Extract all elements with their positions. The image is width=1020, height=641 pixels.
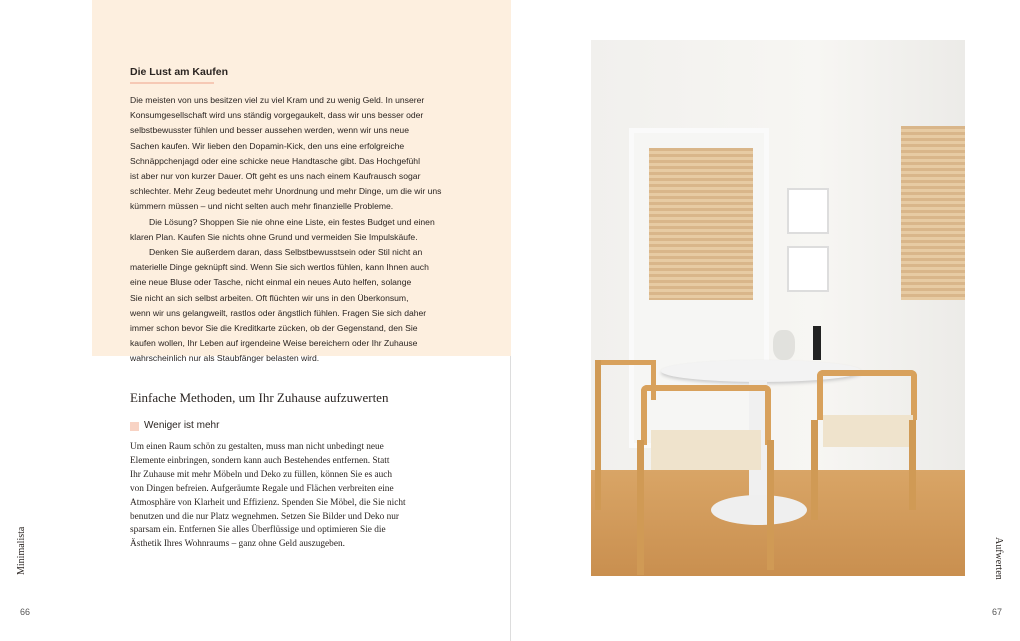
text-line: schlechter. Mehr Zeug bedeutet mehr Unordnung und mehr Dinge, um die wir uns	[130, 186, 442, 197]
running-head-right: Aufwerten	[993, 537, 1004, 580]
text-line: kaufen wollen, Ihr Leben auf irgendeine Weise bereichern oder Ihr Zuhause	[130, 338, 418, 349]
text-line: Denken Sie außerdem daran, dass Selbstbewusstsein oder Stil nicht an	[149, 247, 423, 258]
box-title: Die Lust am Kaufen	[130, 66, 229, 78]
text-line: Die Lösung? Shoppen Sie nie ohne eine Liste, ein festes Budget und einen	[149, 216, 435, 227]
section-title: Einfache Methoden, um Ihr Zuhause aufzuwerten	[130, 390, 389, 405]
text-line: wahrscheinlich nur als Staubfänger belasten wird.	[130, 353, 320, 364]
page-number-right: 67	[992, 607, 1003, 617]
text-line: eine neue Bluse oder Tasche, nicht einmal ein neues Auto helfen, solange	[130, 277, 412, 288]
text-line: benutzen und die nur Platz wegnehmen. Setzen Sie Bilder und Deko nur	[130, 511, 400, 522]
text-line: immer schon bevor Sie die Kreditkarte zücken, ob der Gegenstand, den Sie	[130, 323, 418, 334]
text-line: Konsumgesellschaft wird uns ständig vorgegaukelt, dass wir uns besser oder	[130, 110, 424, 121]
text-line: Sie nicht an sich selbst arbeiten. Oft flüchten wir uns in den Überkonsum,	[130, 292, 409, 303]
subsection-title: Weniger ist mehr	[144, 420, 220, 431]
text-line: von Dingen befreien. Aufgeräumte Regale und Flächen verbreiten eine	[130, 483, 394, 494]
dining-room-photo	[591, 40, 965, 576]
text-line: Die meisten von uns besitzen viel zu viel Kram und zu wenig Geld. In unserer	[130, 95, 425, 105]
text-line: Sachen kaufen. Wir lieben den Dopamin-Kick, den uns eine erfolgreiche	[130, 140, 405, 151]
text-line: Um einen Raum schön zu gestalten, muss man nicht unbedingt neue	[130, 442, 384, 452]
title-underline	[130, 82, 214, 84]
text-line: selbstbewusster fühlen und besser aussehen werden, wenn wir uns neue	[130, 125, 409, 136]
text-line: ist aber nur von kurzer Dauer. Oft geht es uns nach einem Kaufrausch sogar	[130, 171, 421, 182]
text-line: Atmosphäre von Klarheit und Effizienz. Spenden Sie Möbel, die Sie nicht	[130, 497, 406, 508]
square-bullet-icon	[130, 422, 139, 431]
text-line: kümmern müssen – und nicht selten auch mehr finanzielle Probleme.	[130, 201, 394, 212]
section-body	[130, 441, 406, 552]
text-line: materielle Dinge geknüpft sind. Wenn Sie sich wertlos fühlen, kann Ihnen auch	[130, 262, 429, 273]
running-head-left: Minimalista	[16, 526, 27, 575]
text-line: klaren Plan. Kaufen Sie nichts ohne Grund und vermeiden Sie Impulskäufe.	[130, 231, 418, 242]
text-line: Elemente einbringen, sondern kann auch Bestehendes entfernen. Statt	[130, 455, 390, 466]
box-body	[130, 93, 441, 367]
text-line: Ihr Zuhause mit mehr Möbeln und Deko zu füllen, können Sie es auch	[130, 469, 393, 480]
text-line: sparsam ein. Entfernen Sie alles Überflüssige und optimieren Sie die	[130, 525, 386, 536]
text-line: Schnäppchenjagd oder eine schicke neue Handtasche gibt. Das Hochgefühl	[130, 155, 420, 166]
page-number-left: 66	[20, 607, 31, 617]
text-line: wenn wir uns gelangweilt, rastlos oder ängstlich fühlen. Fragen Sie sich daher	[130, 307, 427, 318]
text-line: Ästhetik Ihres Wohnraums – ganz ohne Geld auszugeben.	[130, 539, 345, 550]
